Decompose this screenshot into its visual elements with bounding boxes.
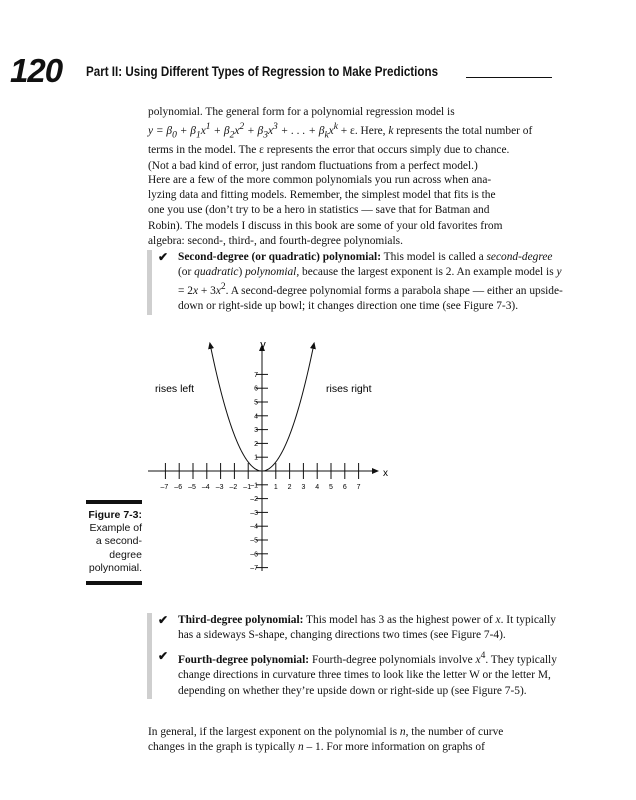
running-head-title: Part II: Using Different Types of Regression to Make Predictions <box>86 64 439 79</box>
text-line: polynomial. The general form for a polynomial regression model is <box>148 106 455 118</box>
y-tick-label: –5 <box>250 537 258 545</box>
figure-label: Figure 7-3: <box>88 509 142 521</box>
y-tick-label: 6 <box>254 385 258 393</box>
text-line: (Not a bad kind of error, just random fluctuations from a perfect model.) <box>148 159 478 172</box>
x-tick-label: –4 <box>201 484 210 491</box>
x-axis-label: x <box>383 468 388 479</box>
x-tick-label: 6 <box>342 484 347 491</box>
bullet-list-second-degree <box>147 250 563 315</box>
checkmark-icon: ✔ <box>158 250 169 264</box>
bullet-third-degree: ✔ Third-degree polynomial: This model has 3 as the highest power of x. It typically has a sideways S-shape, changing directions two times (see Figure 7-4). <box>158 613 556 642</box>
bullet-second-degree: ✔ Second-degree (or quadratic) polynomial: This model is called a second-degree (or quadratic) polynomial, because the largest exponent is 2. An example model is $y = 2x + 3x^2$. A second-degree polynomial forms a parabola shape — either an upside-down or right-side up bowl; it changes direction one time (see Figure 7-3). <box>158 250 563 313</box>
y-tick-label: –1 <box>250 482 258 490</box>
y-tick-label: 1 <box>254 454 258 462</box>
header-rule <box>466 77 552 78</box>
x-tick-label: –6 <box>174 484 183 491</box>
formula: $y = \beta_0 + \beta_1x^1 + \beta_2x^2 + \beta_3x^3$ + . . . + $\beta_kx^k$ <box>148 122 338 141</box>
x-tick-label: 5 <box>329 484 333 491</box>
x-tick-label: 3 <box>301 484 306 491</box>
y-axis-label: y <box>260 339 266 351</box>
caption-bar-top <box>86 500 142 504</box>
bullet-term: Second-degree (or quadratic) polynomial: <box>178 251 382 263</box>
text-line: Robin). The models I discuss in this book are some of your old favorites from <box>148 219 503 232</box>
y-tick-label: 7 <box>254 371 258 379</box>
bullet-term: Third-degree polynomial: <box>178 614 304 626</box>
y-tick-label: –4 <box>250 523 258 531</box>
y-tick-label: 4 <box>254 413 258 421</box>
paragraph-general-form <box>148 105 558 174</box>
y-tick-label: –6 <box>250 551 258 559</box>
figure-caption-text: Example of a second- degree polynomial. <box>88 522 142 574</box>
y-tick-label: 3 <box>254 427 258 435</box>
x-tick-label: –5 <box>188 484 196 491</box>
bullet-fourth-degree: ✔ Fourth-degree polynomial: Fourth-degree polynomials involve $x^4$. They typically change directions in curvature three times to look like the letter W or the letter M, depending on whether they’re upside down or right-side up (see Figure 7-5). <box>158 649 557 697</box>
parabola-graph <box>140 330 400 580</box>
x-tick-label: –1 <box>243 484 252 491</box>
checkmark-icon: ✔ <box>158 613 169 627</box>
y-tick-label: –2 <box>250 496 258 504</box>
text-line: algebra: second-, third-, and fourth-degree polynomials. <box>148 234 403 247</box>
x-tick-label: 4 <box>315 484 320 491</box>
x-tick-label: 1 <box>273 484 278 491</box>
x-tick-label: –2 <box>229 484 238 491</box>
text-line: one you use (don’t try to be a hero in statistics — save that for Batman and <box>148 204 490 217</box>
rises-right-label: rises right <box>326 383 372 395</box>
checkmark-icon: ✔ <box>158 649 169 664</box>
y-tick-label: 5 <box>254 399 258 407</box>
x-tick-label: –7 <box>160 484 169 491</box>
axes <box>148 347 376 571</box>
x-tick-label: 2 <box>287 484 292 491</box>
rises-left-label: rises left <box>155 383 195 395</box>
y-tick-label: 2 <box>254 440 258 448</box>
y-tick-label: –3 <box>250 509 258 517</box>
bullet-term: Fourth-degree polynomial: <box>178 654 310 667</box>
paragraph-in-general <box>148 725 558 755</box>
text-line: terms in the model. The ε represents the error that occurs simply due to chance. <box>148 144 510 157</box>
figure-caption <box>70 509 142 575</box>
text-line: In general, if the largest exponent on the polynomial is n, the number of curve <box>148 726 504 738</box>
y-tick-label: –7 <box>250 565 258 573</box>
text-line: changes in the graph is typically n – 1. For more information on graphs of <box>148 741 485 754</box>
text-line: lyzing data and fitting models. Remember, the simplest model that fits is the <box>148 189 496 202</box>
bullet-list-higher-degree <box>147 613 563 699</box>
page-number: 120 <box>10 52 63 89</box>
text-line: Here are a few of the more common polynomials you run across when ana- <box>148 174 492 186</box>
paragraph-common-polynomials <box>148 173 558 249</box>
x-tick-label: –3 <box>215 484 224 491</box>
x-tick-label: 7 <box>356 484 361 491</box>
formula-line: $y = \beta_0 + \beta_1x^1 + \beta_2x^2 + \beta_3x^3$ + . . . + $\beta_kx^k + \varepsilon$. Here, k represents the total number of <box>148 122 533 141</box>
caption-bar-bottom <box>86 581 142 585</box>
